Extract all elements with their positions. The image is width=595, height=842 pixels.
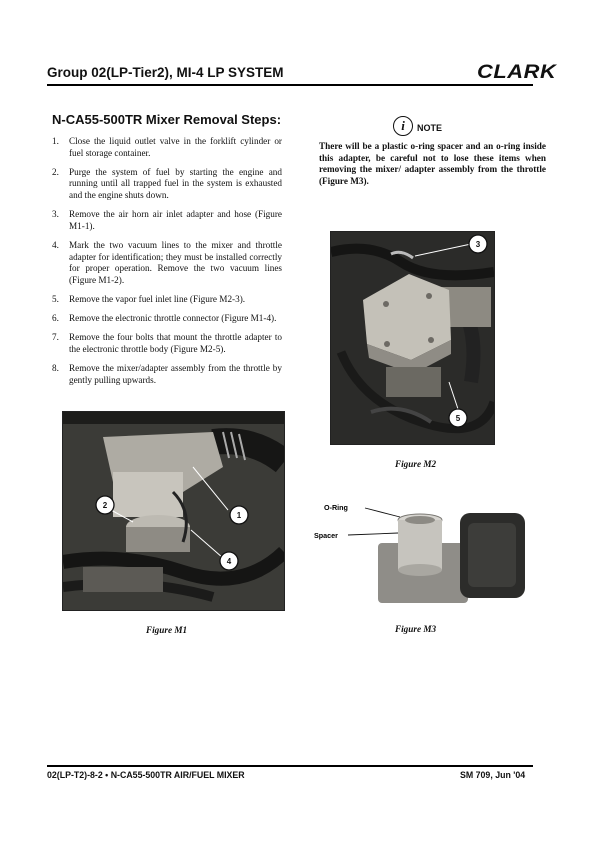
step-item	[52, 363, 282, 386]
footer-manual-ref: SM 709, Jun '04	[460, 770, 526, 780]
figure-m2-illustration	[331, 232, 494, 444]
step-text: Close the liquid outlet valve in the forklift cylinder or fuel storage container.	[69, 136, 282, 158]
note-label: NOTE	[417, 123, 443, 133]
step-number: 4.	[52, 239, 59, 250]
callout-4-label: 4	[226, 557, 232, 566]
figure-m1-photo	[62, 411, 285, 611]
info-icon: i	[393, 116, 413, 136]
step-number: 7.	[52, 332, 59, 343]
callout-5-label: 5	[455, 414, 461, 423]
figure-m1-illustration	[63, 412, 284, 610]
footer-rule	[47, 765, 533, 767]
callout-3-label: 3	[475, 240, 481, 249]
note-text: There will be a plastic o-ring spacer and an o-ring inside this adapter, be careful not to lose these items when removing the mixer/ adapter assembly from the throttle (Figure M3).	[319, 141, 546, 186]
brand-logo: CLARK	[477, 62, 557, 83]
figure-m2-caption: Figure M2	[395, 459, 437, 469]
step-item	[52, 294, 282, 306]
step-item	[52, 209, 282, 232]
step-item	[52, 167, 282, 202]
step-item	[52, 240, 282, 286]
step-number: 5.	[52, 293, 59, 304]
figure-m1-caption: Figure M1	[146, 625, 188, 635]
step-number: 1.	[52, 136, 59, 146]
figure-m3-caption: Figure M3	[395, 624, 437, 634]
step-text: Mark the two vacuum lines to the mixer and throttle adapter for identification; they must be installed correctly for proper operation. Remove the two vacuum lines (Figure M1-2).	[69, 239, 282, 285]
step-item	[52, 313, 282, 325]
step-text: Remove the air horn air inlet adapter and hose (Figure M1-1).	[69, 209, 282, 231]
callout-1-label: 1	[236, 511, 242, 520]
step-text: Purge the system of fuel by starting the engine and running until all trapped fuel in the system is exhausted and the engine shuts down.	[69, 166, 282, 200]
oring-label: O-Ring	[324, 503, 348, 512]
step-number: 3.	[52, 209, 59, 220]
header-rule	[47, 84, 533, 86]
step-item	[52, 136, 282, 159]
section-title: N-CA55-500TR Mixer Removal Steps:	[52, 112, 282, 127]
step-text: Remove the electronic throttle connector (Figure M1-4).	[69, 313, 277, 324]
footer-section-label: 02(LP-T2)-8-2 • N-CA55-500TR AIR/FUEL MIXER	[47, 770, 245, 780]
step-item	[52, 332, 282, 355]
step-number: 2.	[52, 166, 59, 177]
step-text: Remove the vapor fuel inlet line (Figure M2-3).	[69, 293, 246, 304]
step-number: 8.	[52, 363, 59, 374]
page-header-title: Group 02(LP-Tier2), MI-4 LP SYSTEM	[47, 65, 284, 80]
removal-steps-list	[52, 136, 282, 394]
spacer-label: Spacer	[314, 531, 338, 540]
figure-m2-photo	[330, 231, 495, 445]
figure-m3-illustration	[310, 498, 542, 610]
step-number: 6.	[52, 313, 59, 324]
step-text: Remove the mixer/adapter assembly from the throttle by gently pulling upwards.	[69, 363, 282, 385]
callout-2-label: 2	[102, 501, 108, 510]
step-text: Remove the four bolts that mount the throttle adapter to the electronic throttle body (Figure M2-5).	[69, 332, 282, 354]
